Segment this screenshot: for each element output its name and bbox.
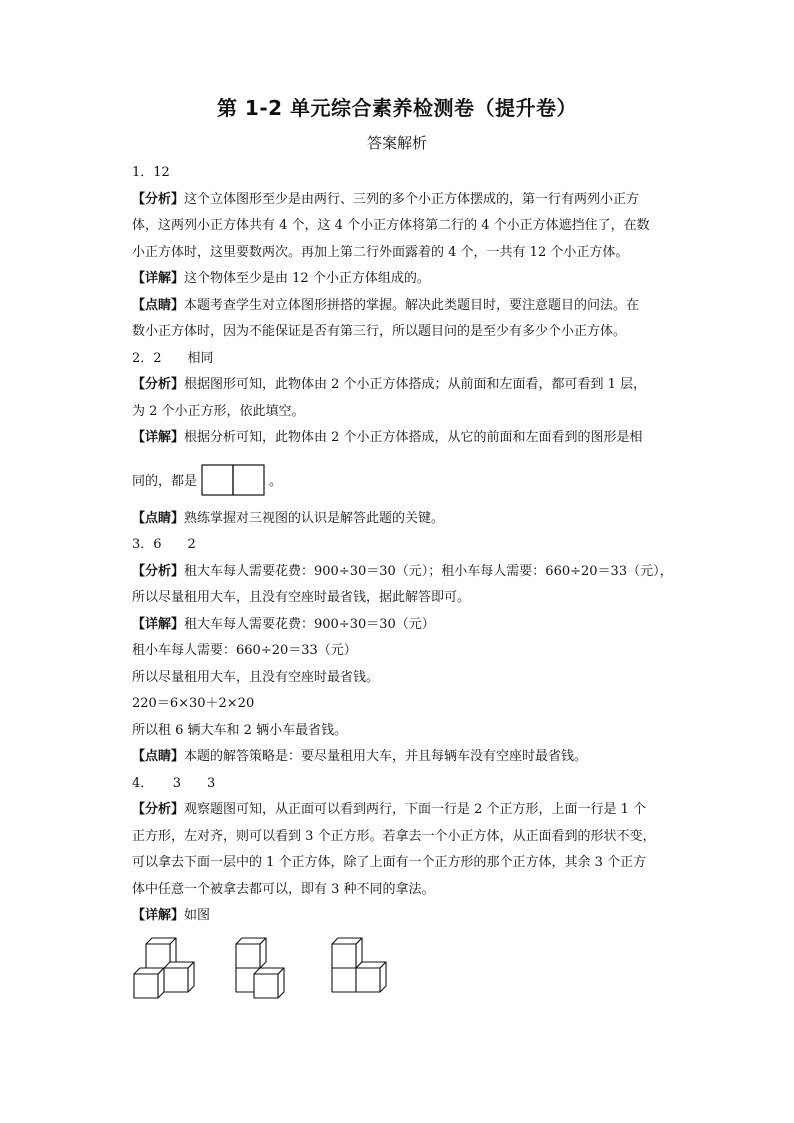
q1-analysis-line: 小正方体时，这里要数两次。再加上第二行外面露着的 4 个，一共有 12 个小正方体。 [132, 244, 629, 260]
answer-body [132, 160, 692, 1002]
analysis-tag: 【分析】 [132, 377, 185, 392]
cube-arrangement-1 [132, 936, 206, 1002]
q4-analysis-line: 体中任意一个被拿去都可以，即有 3 种不同的拿法。 [132, 881, 435, 897]
q1-analysis-line: 体，这两列小正方体共有 4 个，这 4 个小正方体将第二行的 4 个小正方体遮挡住了，在数 [132, 218, 650, 233]
q3-detail-line: 租小车每人需要：660÷20＝33（元） [132, 643, 357, 658]
detail-tag: 【详解】 [132, 616, 185, 632]
q1-comment-line: 数小正方体时，因为不能保证是否有第三行，所以题目问的是至少有多少个小正方体。 [132, 324, 627, 339]
q4-analysis-line: 【分析】观察题图可知，从正面可以看到两行，下面一行是 2 个正方形，上面一行是 1 个 [132, 802, 647, 817]
detail-tag: 【详解】 [132, 430, 185, 445]
comment-tag: 【点睛】 [132, 510, 185, 526]
q1-analysis-line: 【分析】这个立体图形至少是由两行、三列的多个小正方体摆成的，第一行有两列小正方 [132, 191, 640, 207]
q1-detail-line: 【详解】这个物体至少是由 12 个小正方体组成的。 [132, 271, 430, 286]
q3-detail-line: 【详解】租大车每人需要花费：900÷30＝30（元） [132, 616, 435, 632]
q3-analysis-line: 【分析】租大车每人需要花费：900÷30＝30（元）；租小车每人需要：660÷20＝33（元）， [132, 563, 673, 579]
analysis-tag: 【分析】 [132, 191, 185, 207]
analysis-tag: 【分析】 [132, 802, 185, 817]
q3-detail-line: 所以尽量租用大车，且没有空座时最省钱。 [132, 669, 380, 685]
page-subtitle: 答案解析 [366, 134, 427, 152]
q3-analysis-line: 所以尽量租用大车，且没有空座时最省钱，据此解答即可。 [132, 590, 471, 605]
q1-number: 1．12 [132, 165, 170, 180]
q2-detail-figure-line: 同的，都是 。 [132, 454, 692, 506]
q4-number: 4． 3 3 [132, 775, 216, 791]
cube-arrangement-2 [228, 936, 302, 1002]
view-square-left [202, 465, 233, 495]
cube-arrangements-figure [132, 936, 692, 1002]
q3-comment-line: 【点睛】本题的解答策略是：要尽量租用大车，并且每辆车没有空座时最省钱。 [132, 749, 588, 764]
q3-number: 3．6 2 [132, 537, 196, 552]
comment-tag: 【点睛】 [132, 749, 185, 764]
view-square-right [233, 465, 264, 495]
q2-comment-line: 【点睛】熟练掌握对三视图的认识是解答此题的关键。 [132, 510, 445, 526]
q2-number: 2．2 相同 [132, 350, 214, 366]
q3-detail-line: 220＝6×30＋2×20 [132, 696, 255, 711]
q3-detail-line: 所以租 6 辆大车和 2 辆小车最省钱。 [132, 722, 348, 738]
q4-detail-line: 【详解】如图 [132, 908, 211, 923]
q4-analysis-line: 正方形，左对齐，则可以看到 3 个正方形。若拿去一个小正方体，从正面看到的形状不变， [132, 828, 656, 844]
analysis-tag: 【分析】 [132, 563, 185, 579]
detail-tag: 【详解】 [132, 908, 185, 923]
comment-tag: 【点睛】 [132, 297, 185, 313]
q4-analysis-line: 可以拿去下面一层中的 1 个正方体，除了上面有一个正方形的那个正方体，其余 3 个正方 [132, 855, 647, 870]
q2-analysis-line: 【分析】根据图形可知，此物体由 2 个小正方体搭成；从前面和左面看，都可看到 1 层， [132, 377, 647, 392]
q2-analysis-line: 为 2 个小正方形，依此填空。 [132, 403, 305, 419]
page-title: 第 1-2 单元综合素养检测卷（提升卷） [216, 96, 578, 120]
q1-comment-line: 【点睛】本题考查学生对立体图形拼搭的掌握。解决此类题目时，要注意题目的问法。在 [132, 297, 640, 313]
q2-detail-line: 【详解】根据分析可知，此物体由 2 个小正方体搭成，从它的前面和左面看到的图形是相 [132, 430, 643, 445]
two-square-view-figure [201, 464, 265, 496]
cube-arrangement-3 [324, 936, 398, 1002]
detail-tag: 【详解】 [132, 271, 185, 286]
